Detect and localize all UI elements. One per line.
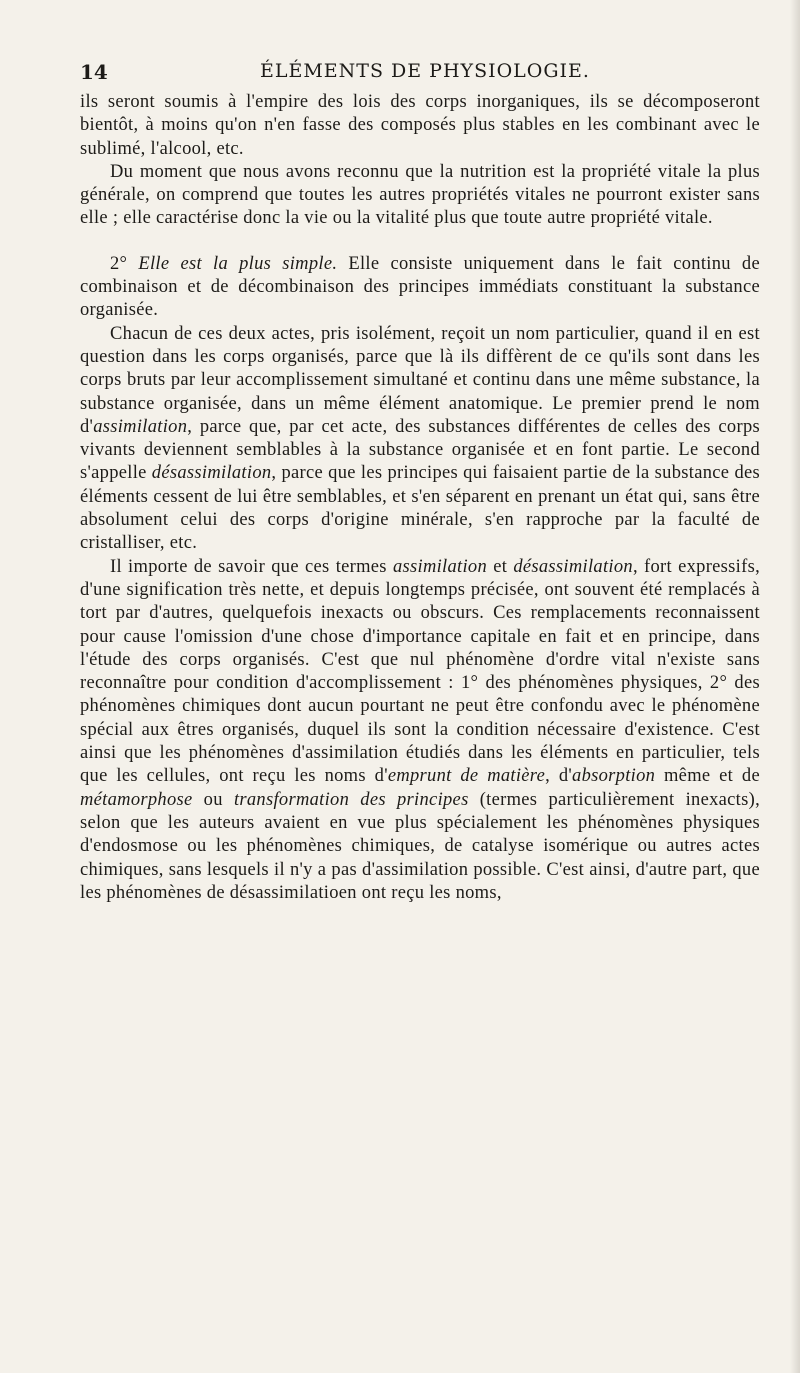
text-run: ils seront soumis à l'empire des lois des corps inorganiques, ils se décomposeront bientôt, à moins qu'on n'en fasse des composés plus stables en les combinant avec le sublimé, l'alcool, etc. <box>80 92 760 159</box>
page-header <box>80 60 760 84</box>
text-run: et <box>487 556 514 577</box>
italic-text: désassimilation <box>151 463 272 484</box>
text-run: ou <box>192 789 234 810</box>
paragraph <box>80 556 760 905</box>
text-run: Elle consiste uniquement dans le fait continu de combinaison et de décombinaison des principes immédiats constituant la substance organisée. <box>80 253 760 321</box>
text-run: , parce que, par cet acte, des substances différentes de celles des corps vivants deviennent semblables à la substance organisée et en font partie. Le second s'appelle <box>80 416 760 484</box>
italic-text: désassimilation <box>513 556 633 577</box>
italic-text: Elle est la plus simple. <box>138 253 338 274</box>
text-run: Du moment que nous avons reconnu que la nutrition est la propriété vitale la plus générale, on comprend que toutes les autres propriétés vitales ne pourront exister sans elle ; elle caractérise donc la vie ou la vitalité plus que toute autre propriété vitale. <box>80 161 760 229</box>
running-head: ÉLÉMENTS DE PHYSIOLOGIE. <box>260 60 590 82</box>
italic-text: assimilation <box>392 556 488 577</box>
text-run: Il importe de savoir que ces termes <box>110 556 393 577</box>
text-run: , parce que les principes qui faisaient partie de la substance des éléments cessent de lui être semblables, et s'en séparent en prenant un état qui, sans être absolument celui des corps d'origine minérale, s'en rapproche par la faculté de cristalliser, etc. <box>80 463 760 554</box>
paragraph <box>80 161 760 231</box>
paragraph <box>80 253 760 323</box>
italic-text: emprunt de matière <box>387 766 546 787</box>
text-run: 2° <box>110 253 139 274</box>
text-run: Chacun de ces deux actes, pris isolément, reçoit un nom particulier, quand il en est question dans les corps organisés, parce que là ils diffèrent de ce qu'ils sont dans les corps bruts par leur accomplissement simultané et continu dans une même substance, la substance organisée, dans un même élément anatomique. Le premier prend le nom d' <box>80 323 760 437</box>
text-run: , fort expressifs, d'une signification très nette, et depuis longtemps précisée, ont souvent été remplacés à tort par d'autres, quelquefois inexacts ou obscurs. Ces remplacements reconnaissent pour cause l'omission d'une chose d'importance capitale en fait et en principe, dans l'étude des corps organisés. C'est que nul phénomène d'ordre vital n'existe sans reconnaître pour condition d'accomplissement : 1° des phénomènes physiques, 2° des phénomènes chimiques dont aucun pourtant ne peut être confondu avec le phénomène spécial aux êtres organisés, duquel ils sont la condition nécessaire d'existence. C'est ainsi que les phénomènes d'assimilation étudiés dans les éléments en particulier, tels que les cellules, ont reçu les noms d' <box>80 556 760 787</box>
body-text <box>80 91 760 905</box>
page-edge-shadow <box>790 0 800 1373</box>
paragraph <box>80 323 760 556</box>
page-number: 14 <box>80 60 108 84</box>
italic-text: métamorphose <box>80 789 193 810</box>
text-run: même et de <box>655 766 760 787</box>
text-run: , d' <box>545 766 573 787</box>
italic-text: absorption <box>572 766 656 787</box>
paragraph <box>80 91 760 161</box>
text-run: (termes particulièrement inexacts), selon que les auteurs avaient en vue plus spécialement les phénomènes physiques d'endosmose ou les phénomènes chimiques, de catalyse isomérique ou autres actes chimiques, sans lesquels il n'y a pas d'assimilation possible. C'est ainsi, d'autre part, que les phénomènes de désassimilatioen ont reçu les noms, <box>80 789 761 903</box>
italic-text: assimilation <box>93 416 188 437</box>
italic-text: transformation des principes <box>233 789 469 810</box>
